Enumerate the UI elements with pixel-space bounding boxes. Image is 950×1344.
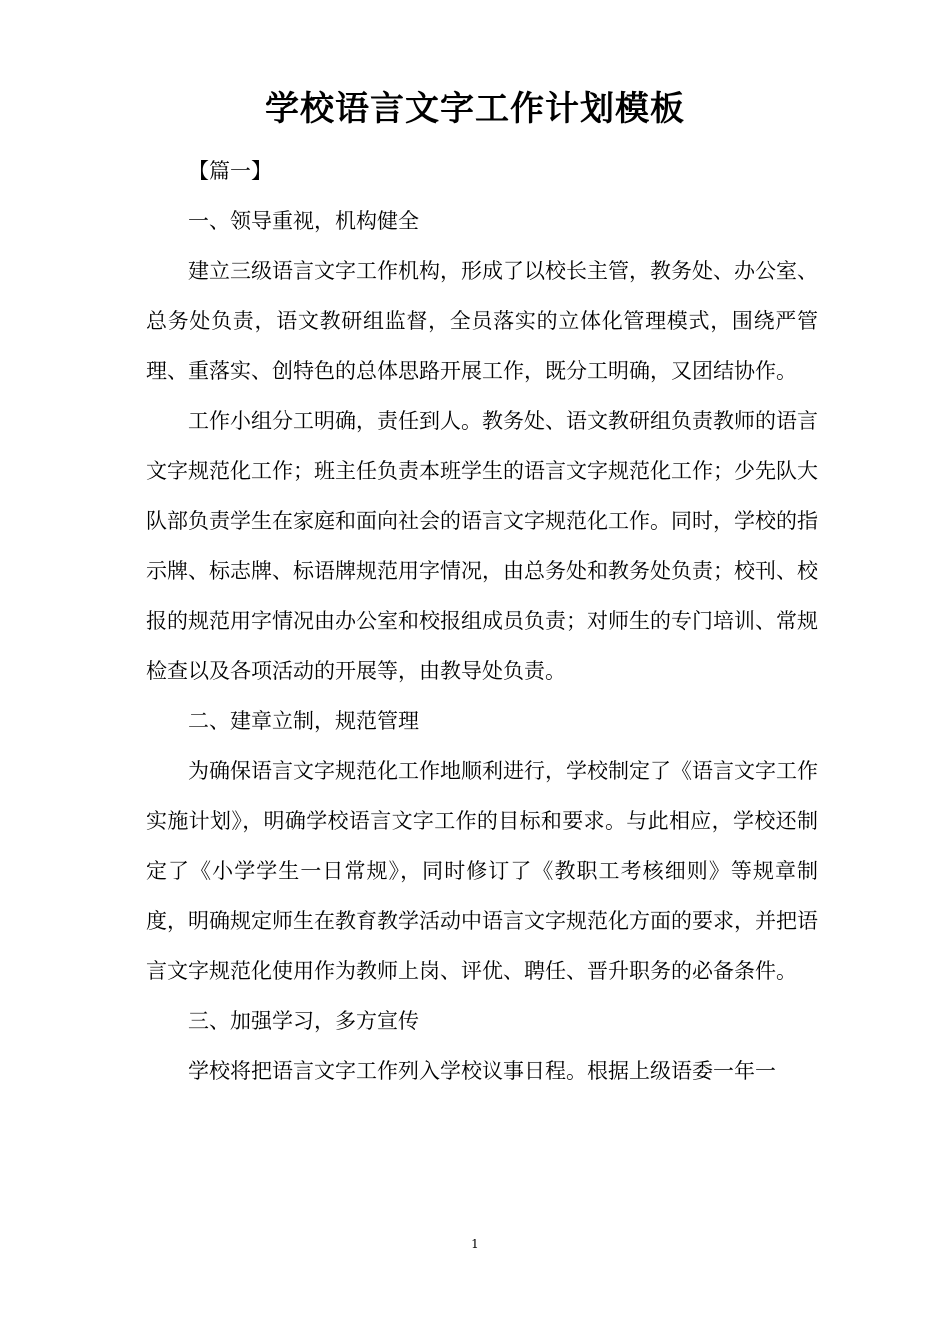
paragraph-2: 工作小组分工明确，责任到人。教务处、语文教研组负责教师的语言文字规范化工作；班主任负责本班学生的语言文字规范化工作；少先队大队部负责学生在家庭和面向社会的语言文字规范化工作。同时，学校的指示牌、标志牌、标语牌规范用字情况，由总务处和教务处负责；校刊、校报的规范用字情况由办公室和校报组成员负责；对师生的专门培训、常规检查以及各项活动的开展等，由教导处负责。 xyxy=(146,409,818,683)
page-number: 1 xyxy=(471,1237,479,1251)
section-marker: 【篇一】 xyxy=(188,159,272,183)
section-heading-1: 一、领导重视，机构健全 xyxy=(188,209,419,233)
paragraph-3: 为确保语言文字规范化工作地顺利进行，学校制定了《语言文字工作实施计划》，明确学校语言文字工作的目标和要求。与此相应，学校还制定了《小学学生一日常规》，同时修订了《教职工考核细则》等规章制度，明确规定师生在教育教学活动中语言文字规范化方面的要求，并把语言文字规范化使用作为教师上岗、评优、聘任、晋升职务的必备条件。 xyxy=(146,759,818,983)
paragraph-4: 学校将把语言文字工作列入学校议事日程。根据上级语委一年一 xyxy=(188,1059,776,1083)
document-body xyxy=(146,146,818,1096)
section-heading-2: 二、建章立制，规范管理 xyxy=(188,709,419,733)
document-title: 学校语言文字工作计划模板 xyxy=(265,89,685,129)
section-heading-3: 三、加强学习，多方宣传 xyxy=(188,1009,419,1033)
paragraph-1: 建立三级语言文字工作机构，形成了以校长主管，教务处、办公室、总务处负责，语文教研组监督，全员落实的立体化管理模式，围绕严管理、重落实、创特色的总体思路开展工作，既分工明确，又团结协作。 xyxy=(146,259,818,383)
